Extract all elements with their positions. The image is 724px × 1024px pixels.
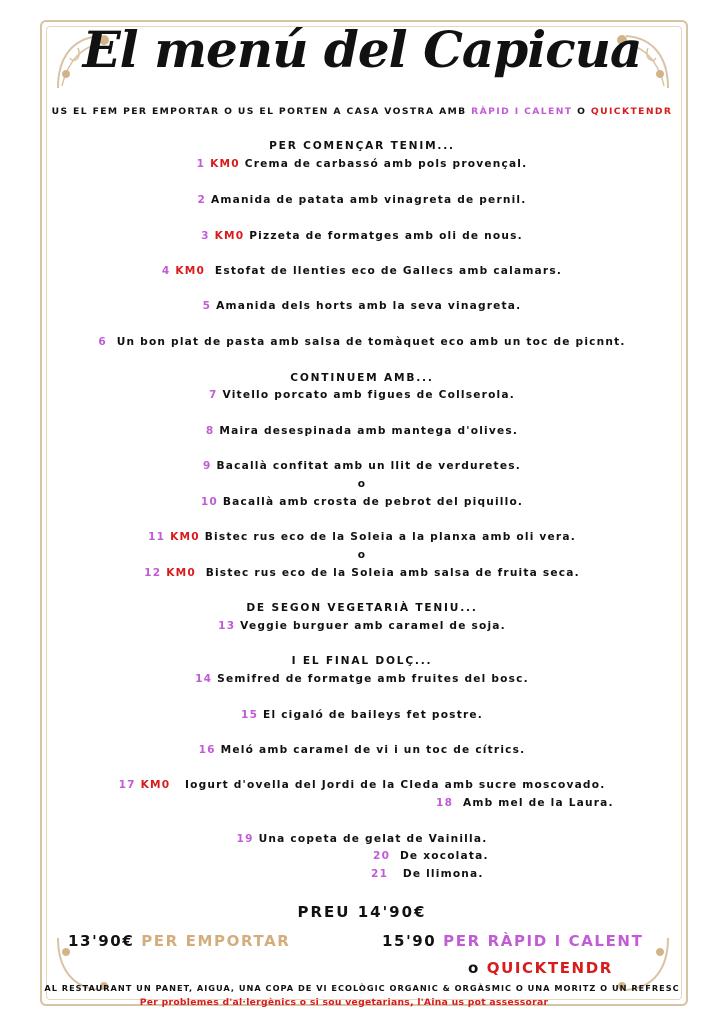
menu-item-18 xyxy=(436,797,614,809)
menu-item-4 xyxy=(0,265,724,277)
menu-item-6 xyxy=(0,336,724,348)
intro-main: US EL FEM PER EMPORTAR O US EL PORTEN A CASA VOSTRA AMB xyxy=(51,106,467,117)
item-text: De llimona. xyxy=(402,868,484,880)
item-text: Maira desespinada amb mantega d'olives. xyxy=(219,425,519,437)
menu-item-16 xyxy=(0,744,724,756)
menu-item-10 xyxy=(0,496,724,508)
item-number: 10 xyxy=(200,496,218,508)
item-number: 20 xyxy=(373,850,391,862)
menu-item-7 xyxy=(0,389,724,401)
menu-item-2 xyxy=(0,194,724,206)
allergy-note: Per problemes d'al·lergènics o si sou vegetarians, l'Aina us pot assessorar xyxy=(139,997,549,1008)
intro-or: O xyxy=(577,106,587,117)
item-text: Meló amb caramel de vi i un toc de cítrics. xyxy=(220,744,526,756)
item-number: 6 xyxy=(98,336,107,348)
delivery-label: PER RÀPID I CALENT xyxy=(443,932,644,950)
km0-badge: KM0 xyxy=(166,567,196,579)
item-text: Pizzeta de formatges amb oli de nous. xyxy=(249,230,523,242)
menu-item-19 xyxy=(0,833,724,845)
item-text: Iogurt d'ovella del Jordi de la Cleda amb sucre moscovado. xyxy=(185,779,606,791)
item-text: Veggie burguer amb caramel de soja. xyxy=(240,620,506,632)
menu-item-5 xyxy=(0,300,724,312)
menu-frame-inner xyxy=(46,26,682,1000)
item-number: 14 xyxy=(195,673,213,685)
section-heading-dessert: I EL FINAL DOLÇ... xyxy=(291,655,433,667)
item-text: Crema de carbassó amb pols provençal. xyxy=(244,158,528,170)
menu-item-20 xyxy=(373,850,489,862)
item-number: 11 xyxy=(148,531,166,543)
item-number: 19 xyxy=(236,833,254,845)
section-heading-continue: CONTINUEM AMB... xyxy=(290,372,434,384)
menu-item-3 xyxy=(0,230,724,242)
takeaway-price xyxy=(68,932,290,950)
item-text: Un bon plat de pasta amb salsa de tomàquet eco amb un toc de picnnt. xyxy=(116,336,626,348)
item-number: 18 xyxy=(436,797,454,809)
km0-badge: KM0 xyxy=(170,531,200,543)
item-text: Amanida dels horts amb la seva vinagreta. xyxy=(216,300,522,312)
item-number: 16 xyxy=(198,744,216,756)
menu-price: PREU 14'90€ xyxy=(297,903,427,921)
km0-badge: KM0 xyxy=(175,265,206,277)
item-number: 7 xyxy=(209,389,218,401)
restaurant-note: AL RESTAURANT UN PANET, AIGUA, UNA COPA DE VI ECOLÒGIC ORGANIC & ORGÀSMIC O UNA MORITZ O UN REFRESC xyxy=(44,983,680,993)
quicktendr-option xyxy=(468,959,613,977)
item-text: Amb mel de la Laura. xyxy=(462,797,614,809)
menu-item-14 xyxy=(0,673,724,685)
menu-item-9 xyxy=(0,460,724,472)
item-number: 5 xyxy=(202,300,212,312)
item-text: Semifred de formatge amb fruites del bosc. xyxy=(217,673,529,685)
item-number: 9 xyxy=(203,460,212,472)
section-heading-start: PER COMENÇAR TENIM... xyxy=(269,140,455,152)
item-number: 1 xyxy=(196,158,206,170)
item-number: 4 xyxy=(161,265,171,277)
menu-item-12 xyxy=(0,567,724,579)
item-text: Bistec rus eco de la Soleia a la planxa amb oli vera. xyxy=(204,531,576,543)
item-text: Bacallà amb crosta de pebrot del piquillo. xyxy=(222,496,524,508)
item-text: Vitello porcato amb figues de Collserola. xyxy=(222,389,515,401)
item-text: Una copeta de gelat de Vainilla. xyxy=(258,833,488,845)
menu-item-21 xyxy=(371,868,484,880)
item-number: 8 xyxy=(205,425,215,437)
menu-item-17 xyxy=(0,779,724,791)
delivery-amount: 15'90 xyxy=(382,932,437,950)
item-text: De xocolata. xyxy=(399,850,489,862)
menu-item-11 xyxy=(0,531,724,543)
item-text: Bistec rus eco de la Soleia amb salsa de fruita seca. xyxy=(205,567,580,579)
intro-quicktendr: QUICKTENDR xyxy=(590,106,673,117)
intro-rapid: RÀPID I CALENT xyxy=(471,106,573,117)
km0-badge: KM0 xyxy=(140,779,171,791)
item-text: Bacallà confitat amb un llit de verduretes. xyxy=(216,460,521,472)
quicktendr-or: o xyxy=(468,959,480,977)
item-text: Estofat de llenties eco de Gallecs amb calamars. xyxy=(214,265,563,277)
menu-item-15 xyxy=(0,709,724,721)
intro-text xyxy=(0,106,724,117)
item-number: 21 xyxy=(371,868,389,880)
quicktendr-label: QUICKTENDR xyxy=(486,959,613,977)
item-separator: o xyxy=(357,478,367,490)
km0-badge: KM0 xyxy=(214,230,245,242)
item-text: El cigaló de baileys fet postre. xyxy=(263,709,483,721)
delivery-price xyxy=(382,932,643,950)
km0-badge: KM0 xyxy=(210,158,240,170)
item-separator: o xyxy=(357,549,367,561)
section-heading-veggie: DE SEGON VEGETARIÀ TENIU... xyxy=(246,602,478,614)
item-text: Amanida de patata amb vinagreta de pernil. xyxy=(210,194,527,206)
item-number: 12 xyxy=(144,567,162,579)
menu-item-1 xyxy=(0,158,724,170)
item-number: 13 xyxy=(218,620,236,632)
menu-title: El menú del Capicua xyxy=(82,20,642,79)
takeaway-label: PER EMPORTAR xyxy=(141,932,291,950)
item-number: 3 xyxy=(201,230,210,242)
item-number: 2 xyxy=(197,194,207,206)
menu-item-13 xyxy=(0,620,724,632)
takeaway-amount: 13'90€ xyxy=(68,932,135,950)
item-number: 15 xyxy=(241,709,259,721)
item-number: 17 xyxy=(118,779,136,791)
menu-item-8 xyxy=(0,425,724,437)
